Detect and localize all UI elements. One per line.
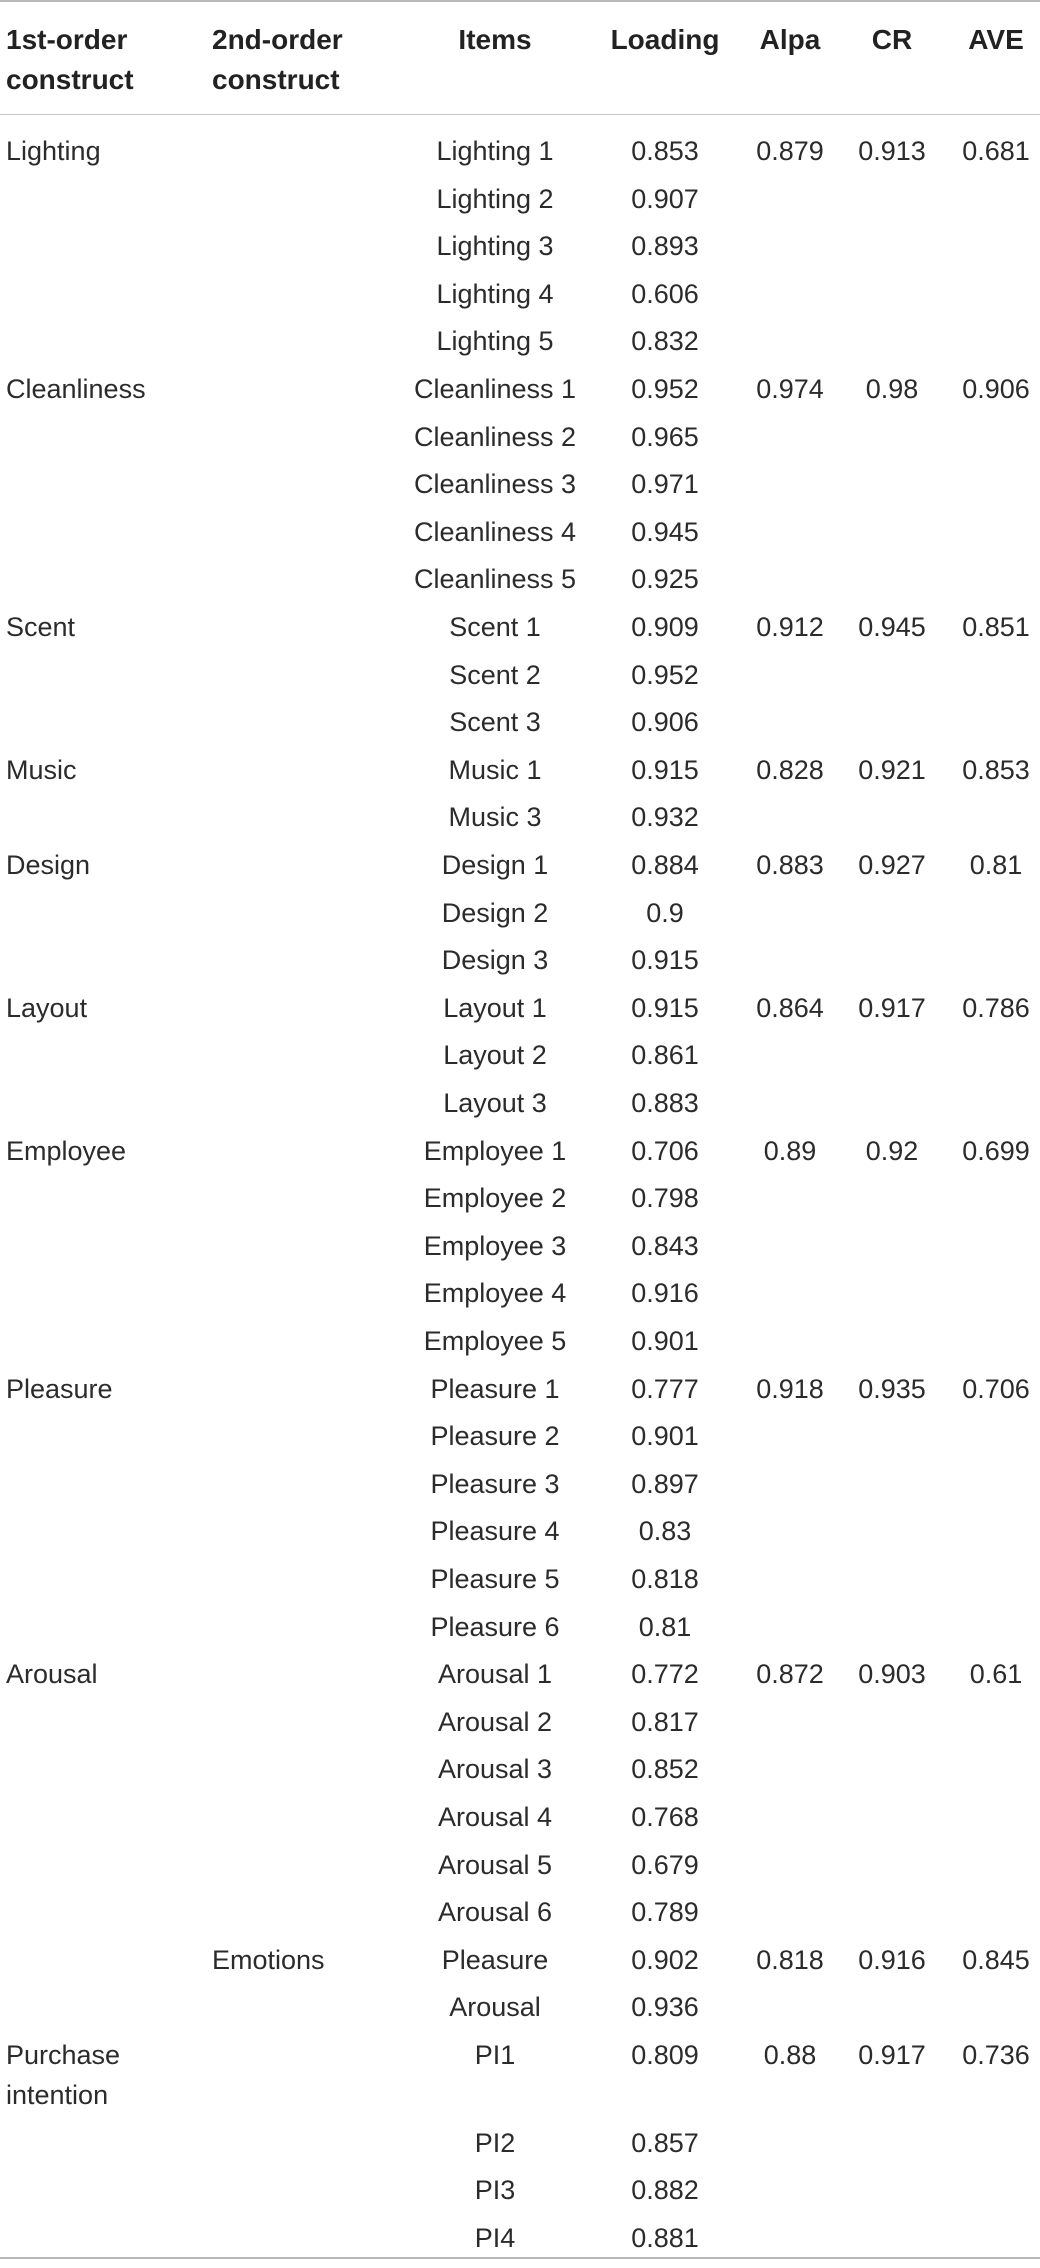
cr-cell: 0.921: [858, 754, 926, 785]
table-row: [0, 417, 1040, 464]
loading-cell: 0.915: [631, 945, 699, 976]
table-row: [0, 750, 1040, 797]
table-row: [0, 274, 1040, 321]
item-cell: Pleasure 2: [430, 1421, 560, 1452]
loading-cell: 0.857: [631, 2127, 699, 2158]
item-cell: Lighting 1: [436, 136, 554, 166]
table-row: [0, 2123, 1040, 2170]
item-cell: Scent 3: [449, 707, 541, 738]
cr-cell: 0.927: [858, 850, 926, 880]
cr-cell: 0.916: [858, 1944, 926, 1975]
table-row: [0, 1511, 1040, 1558]
table-row: [0, 1226, 1040, 1273]
item-cell: Design 2: [441, 897, 549, 928]
loading-cell: 0.882: [631, 2175, 699, 2206]
table-row: [0, 2170, 1040, 2217]
item-cell: Pleasure 6: [430, 1611, 560, 1642]
loading-cell: 0.679: [631, 1849, 699, 1880]
loading-cell: 0.897: [631, 1468, 699, 1499]
table-row: [0, 512, 1040, 559]
first-order-cell: Purchase intention: [6, 2040, 121, 2110]
table-row: [0, 1749, 1040, 1796]
loading-cell: 0.809: [631, 2040, 699, 2070]
cr-cell: 0.92: [865, 1135, 919, 1166]
table-row: [0, 1178, 1040, 1225]
header-alpha: Alpa: [759, 24, 821, 55]
alpha-cell: 0.88: [763, 2040, 817, 2070]
item-cell: Music 1: [448, 754, 542, 785]
header-items: Items: [458, 24, 532, 55]
table-row: [0, 1940, 1040, 1987]
table-row: [0, 1797, 1040, 1844]
item-cell: Design 3: [441, 945, 549, 976]
loading-cell: 0.9: [646, 897, 684, 928]
item-cell: Pleasure 3: [430, 1468, 560, 1499]
first-order-cell: Scent: [6, 612, 76, 642]
loading-cell: 0.936: [631, 1992, 699, 2023]
table-row: [0, 226, 1040, 273]
loading-cell: 0.945: [631, 516, 699, 547]
item-cell: Layout 2: [443, 1040, 547, 1071]
table-row: [0, 893, 1040, 940]
ave-cell: 0.845: [962, 1944, 1030, 1975]
table-row: [0, 559, 1040, 606]
first-order-cell: Cleanliness: [6, 374, 146, 404]
first-order-cell: Lighting: [6, 136, 101, 166]
table-row: [0, 464, 1040, 511]
first-order-cell: Layout: [6, 992, 88, 1023]
header-cr: CR: [871, 24, 913, 55]
loading-cell: 0.902: [631, 1944, 699, 1975]
table-row: [0, 1083, 1040, 1130]
loading-cell: 0.909: [631, 612, 699, 642]
loading-cell: 0.817: [631, 1706, 699, 1737]
loading-cell: 0.932: [631, 802, 699, 833]
table-row: [0, 1464, 1040, 1511]
item-cell: Lighting 3: [436, 231, 554, 262]
item-cell: Employee 4: [423, 1278, 567, 1309]
loading-cell: 0.916: [631, 1278, 699, 1309]
table-row: [0, 321, 1040, 368]
item-cell: Music 3: [448, 802, 542, 833]
item-cell: Layout 1: [443, 992, 547, 1023]
table-row: [0, 1654, 1040, 1701]
item-cell: Cleanliness 3: [413, 469, 577, 500]
alpha-cell: 0.828: [756, 754, 824, 785]
loading-cell: 0.965: [631, 421, 699, 452]
ave-cell: 0.61: [969, 1659, 1023, 1690]
first-order-cell: Music: [6, 754, 77, 785]
alpha-cell: 0.883: [756, 850, 824, 880]
table-row: [0, 845, 1040, 892]
loading-cell: 0.971: [631, 469, 699, 500]
loading-cell: 0.832: [631, 326, 699, 357]
alpha-cell: 0.974: [756, 374, 824, 404]
item-cell: Arousal 2: [437, 1706, 553, 1737]
ave-cell: 0.699: [962, 1135, 1030, 1166]
first-order-cell: Pleasure: [6, 1373, 113, 1404]
cr-cell: 0.913: [858, 136, 926, 166]
first-order-cell: Design: [6, 850, 91, 880]
loading-cell: 0.906: [631, 707, 699, 738]
item-cell: Arousal 4: [437, 1802, 553, 1832]
item-cell: Pleasure: [441, 1944, 549, 1975]
ave-cell: 0.81: [969, 850, 1023, 880]
item-cell: Arousal 1: [437, 1659, 553, 1690]
table-row: [0, 1273, 1040, 1320]
item-cell: Pleasure 4: [430, 1516, 560, 1547]
item-cell: Lighting 2: [436, 183, 554, 214]
item-cell: Arousal 3: [437, 1754, 553, 1785]
table-row: [0, 1892, 1040, 1939]
loading-cell: 0.789: [631, 1897, 699, 1928]
loading-cell: 0.81: [638, 1611, 692, 1642]
loading-cell: 0.606: [631, 278, 699, 309]
table-row: [0, 988, 1040, 1035]
table-row: [0, 702, 1040, 749]
table-row: [0, 1416, 1040, 1463]
item-cell: PI1: [474, 2040, 516, 2070]
loading-cell: 0.893: [631, 231, 699, 262]
header-first-order: 1st-order construct: [6, 24, 134, 95]
table-row: [0, 1607, 1040, 1654]
alpha-cell: 0.879: [756, 136, 824, 166]
loading-cell: 0.772: [631, 1659, 699, 1690]
table-row: [0, 131, 1040, 178]
loading-cell: 0.915: [631, 992, 699, 1023]
item-cell: PI3: [474, 2175, 516, 2206]
item-cell: Lighting 4: [436, 278, 554, 309]
item-cell: Arousal: [449, 1992, 541, 2023]
alpha-cell: 0.864: [756, 992, 824, 1023]
item-cell: PI4: [474, 2222, 516, 2253]
item-cell: Scent 1: [449, 612, 541, 642]
second-order-cell: Emotions: [212, 1944, 325, 1975]
loading-cell: 0.853: [631, 136, 699, 166]
item-cell: Pleasure 5: [430, 1564, 560, 1594]
item-cell: Scent 2: [449, 659, 541, 690]
table-row: [0, 1131, 1040, 1178]
header-ave: AVE: [968, 24, 1024, 55]
loading-cell: 0.843: [631, 1230, 699, 1261]
table-row: [0, 607, 1040, 654]
item-cell: Arousal 5: [437, 1849, 553, 1880]
loading-cell: 0.901: [631, 1326, 699, 1356]
table-row: [0, 1702, 1040, 1749]
header-rule: [0, 114, 1040, 115]
table-row: [0, 940, 1040, 987]
item-cell: Lighting 5: [436, 326, 554, 357]
loading-cell: 0.901: [631, 1421, 699, 1452]
item-cell: Cleanliness 4: [413, 516, 577, 547]
loading-cell: 0.768: [631, 1802, 699, 1832]
loading-cell: 0.907: [631, 183, 699, 214]
alpha-cell: 0.872: [756, 1659, 824, 1690]
item-cell: Cleanliness 5: [413, 564, 577, 595]
item-cell: Employee 1: [423, 1135, 567, 1166]
table-row: [0, 1987, 1040, 2034]
loading-cell: 0.925: [631, 564, 699, 595]
cr-cell: 0.917: [858, 2040, 926, 2070]
ave-cell: 0.851: [962, 612, 1030, 642]
loading-cell: 0.777: [631, 1373, 699, 1404]
loading-cell: 0.861: [631, 1040, 699, 1071]
table-row: [0, 1035, 1040, 1082]
loading-cell: 0.852: [631, 1754, 699, 1785]
loading-cell: 0.952: [631, 659, 699, 690]
ave-cell: 0.853: [962, 754, 1030, 785]
loading-cell: 0.706: [631, 1135, 699, 1166]
item-cell: Cleanliness 2: [413, 421, 577, 452]
loading-cell: 0.952: [631, 374, 699, 404]
table-row: [0, 369, 1040, 416]
table-row: [0, 179, 1040, 226]
cr-cell: 0.917: [858, 992, 926, 1023]
table-row: [0, 797, 1040, 844]
ave-cell: 0.681: [962, 136, 1030, 166]
ave-cell: 0.706: [962, 1373, 1030, 1404]
table-row: [0, 1559, 1040, 1606]
ave-cell: 0.906: [962, 374, 1030, 404]
bottom-rule: [0, 2257, 1040, 2259]
table-row: [0, 655, 1040, 702]
table-row: [0, 1321, 1040, 1368]
alpha-cell: 0.918: [756, 1373, 824, 1404]
header-second-order: 2nd-order construct: [212, 24, 343, 95]
ave-cell: 0.736: [962, 2040, 1030, 2070]
item-cell: Cleanliness 1: [413, 374, 577, 404]
table-row: [0, 1369, 1040, 1416]
loading-cell: 0.798: [631, 1183, 699, 1214]
item-cell: Employee 5: [423, 1326, 567, 1356]
item-cell: Pleasure 1: [430, 1373, 560, 1404]
top-rule: [0, 0, 1040, 2]
item-cell: Arousal 6: [437, 1897, 553, 1928]
cr-cell: 0.935: [858, 1373, 926, 1404]
first-order-cell: Employee: [6, 1135, 127, 1166]
table-row: [0, 1845, 1040, 1892]
loading-cell: 0.83: [638, 1516, 692, 1547]
loading-cell: 0.881: [631, 2222, 699, 2253]
item-cell: Employee 3: [423, 1230, 567, 1261]
item-cell: Employee 2: [423, 1183, 567, 1214]
ave-cell: 0.786: [962, 992, 1030, 1023]
item-cell: Layout 3: [443, 1088, 547, 1118]
cr-cell: 0.98: [865, 374, 919, 404]
loading-cell: 0.818: [631, 1564, 699, 1594]
cr-cell: 0.945: [858, 612, 926, 642]
alpha-cell: 0.89: [763, 1135, 817, 1166]
first-order-cell: Arousal: [6, 1659, 98, 1690]
alpha-cell: 0.912: [756, 612, 824, 642]
table-row: [0, 2035, 1040, 2110]
item-cell: Design 1: [441, 850, 549, 880]
loading-cell: 0.883: [631, 1088, 699, 1118]
alpha-cell: 0.818: [756, 1944, 824, 1975]
cr-cell: 0.903: [858, 1659, 926, 1690]
header-loading: Loading: [610, 24, 720, 55]
loading-cell: 0.884: [631, 850, 699, 880]
item-cell: PI2: [474, 2127, 516, 2158]
loading-cell: 0.915: [631, 754, 699, 785]
